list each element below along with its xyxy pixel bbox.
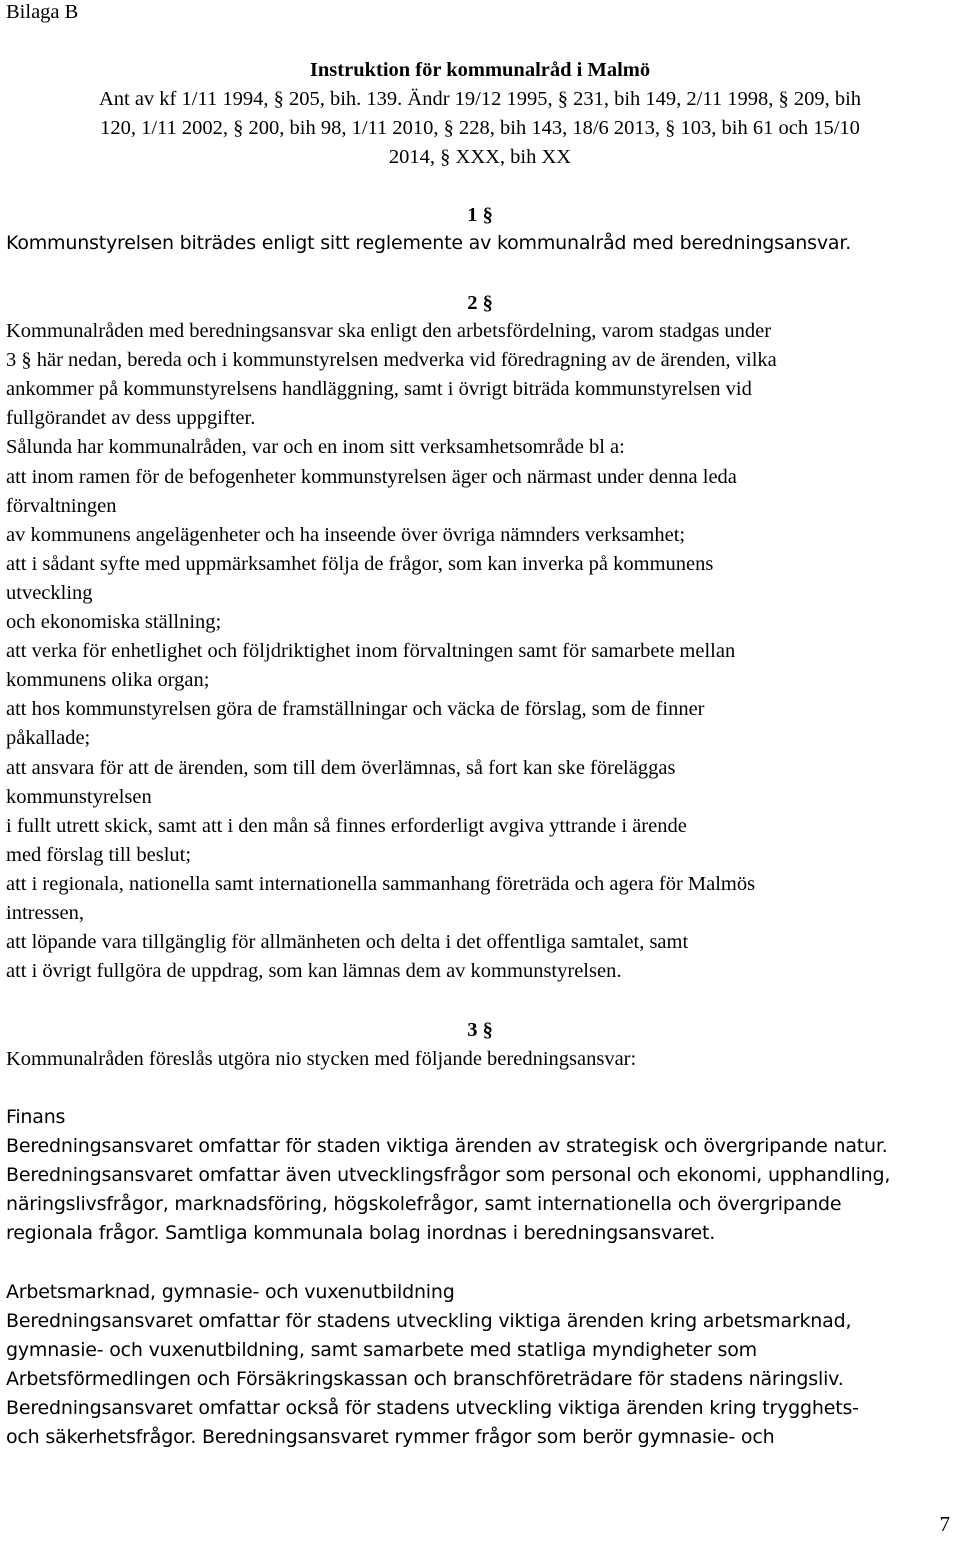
text-line: fullgörandet av dess uppgifter.: [6, 407, 256, 430]
text-line: Kommunalråden med beredningsansvar ska enligt den arbetsfördelning, varom stadgas under: [6, 320, 772, 342]
text-line: att verka för enhetlighet och följdriktighet inom förvaltningen samt för samarbete mellan: [6, 640, 736, 663]
text-line: Arbetsförmedlingen och Försäkringskassan och branschföreträdare för stadens näringsliv.: [6, 1368, 844, 1390]
text-line: 3 § här nedan, bereda och i kommunstyrelsen medverka vid föredragning av de ärenden, vilka: [6, 349, 777, 372]
text-line: att hos kommunstyrelsen göra de framställningar och väcka de förslag, som de finner: [6, 698, 705, 721]
text-line: med förslag till beslut;: [6, 843, 192, 866]
text-line: gymnasie- och vuxenutbildning, samt samarbete med statliga myndigheter som: [6, 1339, 757, 1361]
text-line: näringslivsfrågor, marknadsföring, högskolefrågor, samt internationella och övergripande: [6, 1193, 842, 1215]
section-heading: 2 §: [467, 292, 493, 314]
text-line: kommunens olika organ;: [6, 669, 210, 692]
text-line: att ansvara för att de ärenden, som till dem överlämnas, så fort kan ske föreläggas: [6, 756, 676, 779]
text-line: Beredningsansvaret omfattar även utvecklingsfrågor som personal och ekonomi, upphandling,: [6, 1164, 891, 1186]
text-line: påkallade;: [6, 727, 91, 750]
adopted-line: 120, 1/11 2002, § 200, bih 98, 1/11 2010, § 228, bih 143, 18/6 2013, § 103, bih 61 och 15/10: [100, 117, 860, 139]
text-line: att i regionala, nationella samt internationella sammanhang företräda och agera för Malmös: [6, 872, 756, 895]
section-intro: Kommunalråden föreslås utgöra nio stycken med följande beredningsansvar:: [6, 1048, 637, 1070]
text-line: regionala frågor. Samtliga kommunala bolag inordnas i beredningsansvaret.: [6, 1222, 716, 1244]
text-line: och säkerhetsfrågor. Beredningsansvaret rymmer frågor som berör gymnasie- och: [6, 1426, 775, 1448]
appendix-label: Bilaga B: [6, 1, 79, 23]
text-line: Beredningsansvaret omfattar också för stadens utveckling viktiga ärenden kring trygghets-: [6, 1397, 859, 1419]
text-line: intressen,: [6, 902, 84, 924]
subsection-title: Finans: [6, 1106, 66, 1128]
section-heading: 3 §: [467, 1019, 493, 1041]
text-line: förvaltningen: [6, 494, 117, 517]
text-line: att löpande vara tillgänglig för allmänheten och delta i det offentliga samtalet, samt: [6, 931, 689, 954]
text-line: Beredningsansvaret omfattar för staden viktiga ärenden av strategisk och övergripande natur.: [6, 1135, 888, 1157]
section-heading: 1 §: [467, 204, 493, 226]
text-line: att inom ramen för de befogenheter kommunstyrelsen äger och närmast under denna leda: [6, 465, 737, 488]
text-line: ankommer på kommunstyrelsens handläggning, samt i övrigt biträda kommunstyrelsen vid: [6, 378, 752, 401]
text-line: att i övrigt fullgöra de uppdrag, som kan lämnas dem av kommunstyrelsen.: [6, 960, 622, 983]
adopted-line: Ant av kf 1/11 1994, § 205, bih. 139. Ändr 19/12 1995, § 231, bih 149, 2/11 1998, § 209, bih: [98, 88, 862, 110]
text-line: Sålunda har kommunalråden, var och en inom sitt verksamhetsområde bl a:: [6, 436, 625, 459]
text-line: i fullt utrett skick, samt att i den mån så finnes erforderligt avgiva yttrande i ärende: [6, 814, 687, 837]
text-line: kommunstyrelsen: [6, 785, 152, 808]
text-line: av kommunens angelägenheter och ha inseende över övriga nämnders verksamhet;: [6, 523, 686, 546]
text-line: Beredningsansvaret omfattar för stadens utveckling viktiga ärenden kring arbetsmarknad,: [6, 1310, 852, 1332]
text-line: och ekonomiska ställning;: [6, 611, 222, 633]
page-number: 7: [939, 1512, 950, 1536]
text-line: utveckling: [6, 581, 93, 604]
section-text: Kommunstyrelsen biträdes enligt sitt reglemente av kommunalråd med beredningsansvar.: [6, 232, 852, 254]
adopted-line: 2014, § XXX, bih XX: [388, 146, 572, 168]
subsection-title: Arbetsmarknad, gymnasie- och vuxenutbildning: [6, 1281, 455, 1303]
document-title: Instruktion för kommunalråd i Malmö: [309, 59, 651, 81]
text-line: att i sådant syfte med uppmärksamhet följa de frågor, som kan inverka på kommunens: [6, 552, 714, 575]
